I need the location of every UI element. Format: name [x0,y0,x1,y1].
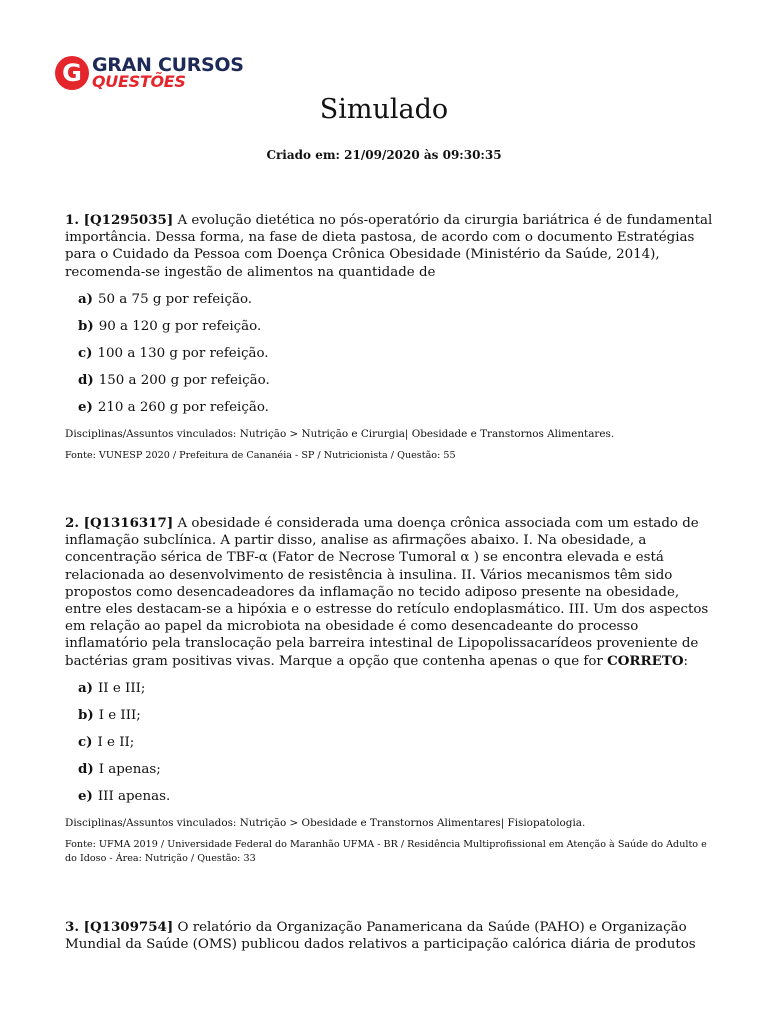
question-number: 3. [Q1309754] [65,919,174,935]
question-source: Fonte: VUNESP 2020 / Prefeitura de Cananéia - SP / Nutricionista / Questão: 55 [65,449,456,461]
brand-logo [55,54,250,94]
question-stem: 1. [Q1295035] A evolução dietética no pós-operatório da cirurgia bariátrica é de fundamental importância. Dessa forma, na fase de dieta pastosa, de acordo com o documento Estratégias para o Cuidado da Pessoa com Doença Crônica Obesidade (Ministério da Saúde, 2014), recomenda-se ingestão de alimentos na quantidade de [65,212,713,280]
logo-g-icon: G [55,56,89,90]
question-number: 2. [Q1316317] [65,515,174,531]
option-e[interactable]: e) III apenas. [78,787,171,804]
option-d[interactable]: d) 150 a 200 g por refeição. [78,371,270,388]
option-a[interactable]: a) 50 a 75 g por refeição. [78,290,253,307]
stem-emphasis: CORRETO [607,652,684,669]
question-stem: 3. [Q1309754] O relatório da Organização Panamericana da Saúde (PAHO) e Organização Mundial da Saúde (OMS) publicou dados relativos a participação calórica diária de produtos [65,919,696,953]
question-subjects: Disciplinas/Assuntos vinculados: Nutrição > Obesidade e Transtornos Alimentares| Fisiopatologia. [65,816,586,829]
option-b[interactable]: b) I e III; [78,706,141,723]
created-date: Criado em: 21/09/2020 às 09:30:35 [266,148,502,162]
question-source: Fonte: UFMA 2019 / Universidade Federal do Maranhão UFMA - BR / Residência Multiprofissional em Atenção à Saúde do Adulto e do Idoso - Área: Nutrição / Questão: 33 [65,838,707,864]
option-d[interactable]: d) I apenas; [78,760,161,777]
logo-text-sub: QUESTÕES [92,72,186,91]
answer-options [78,291,715,426]
page-title: Simulado [319,94,449,125]
option-c[interactable]: c) 100 a 130 g por refeição. [78,344,269,361]
question-1 [65,212,715,463]
option-e[interactable]: e) 210 a 260 g por refeição. [78,398,269,415]
question-2 [65,515,715,866]
option-a[interactable]: a) II e III; [78,679,146,696]
option-c[interactable]: c) I e II; [78,733,135,750]
question-3 [65,919,715,953]
question-subjects: Disciplinas/Assuntos vinculados: Nutrição > Nutrição e Cirurgia| Obesidade e Transtornos Alimentares. [65,427,615,440]
logo-text-main: GRAN CURSOS [92,54,244,76]
question-stem: 2. [Q1316317] A obesidade é considerada uma doença crônica associada com um estado de inflamação subclínica. A partir disso, analise as afirmações abaixo. I. Na obesidade, a concentração sérica de TBF-α (Fator de Necrose Tumoral α ) se encontra elevada e está relacionada ao desenvolvimento de resistência à insulina. II. Vários mecanismos têm sido propostos como desencadeadores da inflamação no tecido adiposo presente na obesidade, entre eles destacam-se a hipóxia e o estresse do retículo endoplasmático. III. Um dos aspectos em relação ao papel da microbiota na obesidade é como desencadeante do processo inflamatório pela translocação pela barreira intestinal de Lipopolissacarídeos proveniente de bactérias gram positivas vivas. Marque a opção que contenha apenas o que for CORRETO: [65,515,709,669]
answer-options [78,680,715,815]
option-b[interactable]: b) 90 a 120 g por refeição. [78,317,262,334]
question-number: 1. [Q1295035] [65,212,174,228]
